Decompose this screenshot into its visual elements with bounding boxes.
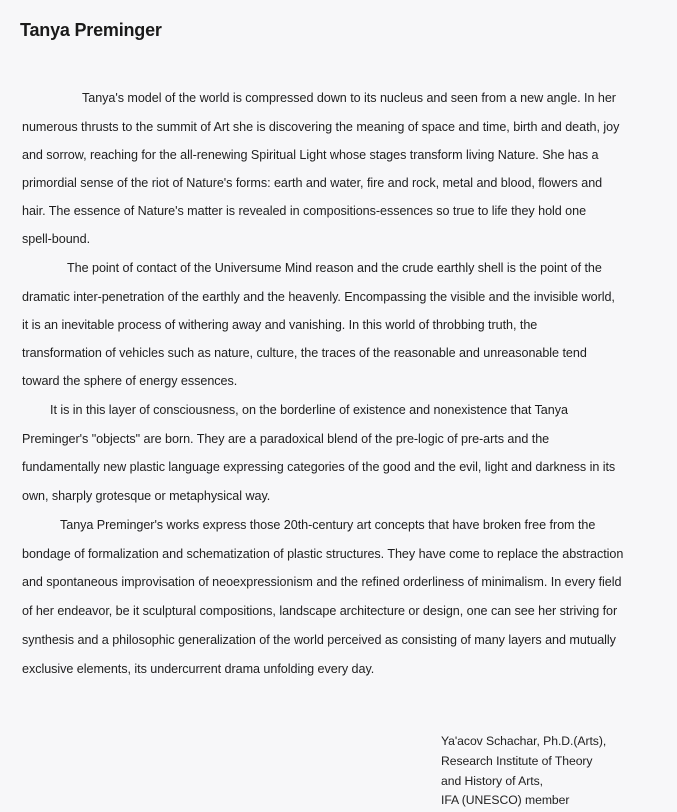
author-name: Ya'acov Schachar, Ph.D.(Arts), [441,734,607,748]
author-membership: IFA (UNESCO) member [441,793,570,807]
text-line: spell-bound. [22,232,91,246]
author-affiliation: and History of Arts, [441,774,543,788]
text-line: toward the sphere of energy essences. [22,374,238,388]
text-line: The point of contact of the Universume Mind reason and the crude earthly shell is the point of the [67,261,602,275]
text-line: numerous thrusts to the summit of Art she is discovering the meaning of space and time, birth and death, joy [22,120,620,134]
text-line: synthesis and a philosophic generalization of the world perceived as consisting of many layers and mutually [22,633,616,647]
text-line: Tanya Preminger's works express those 20th-century art concepts that have broken free from the [60,518,596,532]
text-line: dramatic inter-penetration of the earthly and the heavenly. Encompassing the visible and the invisible world, [22,290,615,304]
text-line: Tanya's model of the world is compressed down to its nucleus and seen from a new angle. In her [82,91,616,105]
text-line: It is in this layer of consciousness, on the borderline of existence and nonexistence that Tanya [50,403,568,417]
text-line: Preminger's "objects" are born. They are a paradoxical blend of the pre-logic of pre-arts and the [22,432,550,446]
document-title: Tanya Preminger [20,20,162,40]
text-line: transformation of vehicles such as nature, culture, the traces of the reasonable and unreasonable tend [22,346,587,360]
text-line: bondage of formalization and schematization of plastic structures. They have come to replace the abstraction [22,547,624,561]
text-line: own, sharply grotesque or metaphysical way. [22,489,271,503]
text-line: and spontaneous improvisation of neoexpressionism and the refined orderliness of minimalism. In every field [22,575,622,589]
text-line: fundamentally new plastic language expressing categories of the good and the evil, light and darkness in its [22,460,616,474]
author-affiliation: Research Institute of Theory [441,754,593,768]
text-line: primordial sense of the riot of Nature's forms: earth and water, fire and rock, metal and blood, flowers and [22,176,603,190]
text-line: exclusive elements, its undercurrent drama unfolding every day. [22,662,375,676]
text-line: hair. The essence of Nature's matter is revealed in compositions-essences so true to life they hold one [22,204,587,218]
text-line: of her endeavor, be it sculptural compositions, landscape architecture or design, one can see her striving for [22,604,618,618]
text-line: it is an inevitable process of withering away and vanishing. In this world of throbbing truth, the [22,318,538,332]
text-line: and sorrow, reaching for the all-renewing Spiritual Light whose stages transform living Nature. She has a [22,148,599,162]
